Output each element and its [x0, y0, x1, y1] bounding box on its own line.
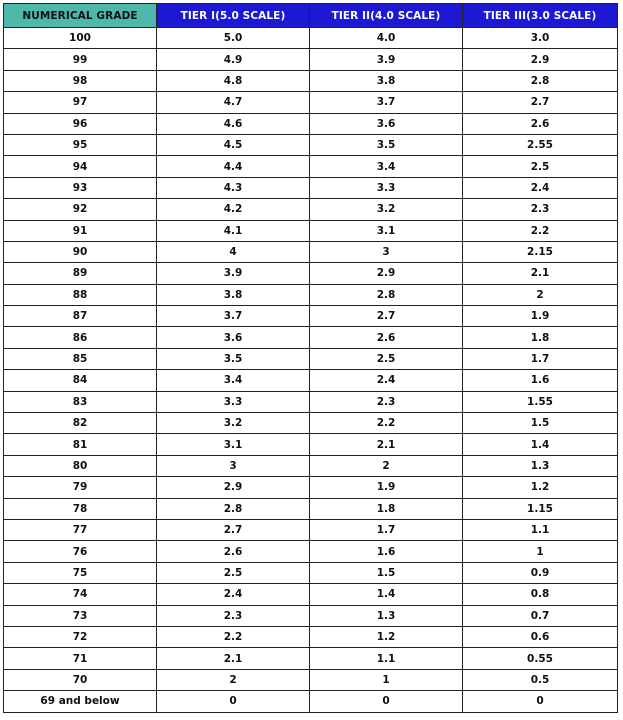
- table-row: [4, 284, 618, 305]
- cell-numerical-grade: 82: [4, 413, 157, 434]
- cell-tier-1: 3.3: [157, 391, 310, 412]
- table-row: [4, 156, 618, 177]
- cell-tier-3: 1.5: [463, 413, 618, 434]
- cell-tier-3: 2.55: [463, 134, 618, 155]
- cell-tier-2: 3.7: [310, 92, 463, 113]
- header-tier-2: TIER II(4.0 SCALE): [310, 4, 463, 28]
- cell-numerical-grade: 77: [4, 519, 157, 540]
- table-row: [4, 455, 618, 476]
- cell-numerical-grade: 99: [4, 49, 157, 70]
- cell-tier-2: 3.1: [310, 220, 463, 241]
- cell-numerical-grade: 74: [4, 584, 157, 605]
- cell-tier-1: 2.4: [157, 584, 310, 605]
- cell-tier-1: 4.6: [157, 113, 310, 134]
- cell-tier-2: 1.6: [310, 541, 463, 562]
- cell-numerical-grade: 72: [4, 626, 157, 647]
- table-row: [4, 498, 618, 519]
- cell-tier-3: 3.0: [463, 28, 618, 49]
- cell-tier-3: 0.9: [463, 562, 618, 583]
- cell-tier-1: 3.9: [157, 263, 310, 284]
- table-row: [4, 113, 618, 134]
- table-row: [4, 541, 618, 562]
- cell-tier-3: 0.8: [463, 584, 618, 605]
- table-row: [4, 348, 618, 369]
- cell-tier-3: 2.4: [463, 177, 618, 198]
- table-row: [4, 691, 618, 712]
- cell-tier-3: 1: [463, 541, 618, 562]
- cell-numerical-grade: 98: [4, 70, 157, 91]
- cell-tier-2: 3.9: [310, 49, 463, 70]
- table-row: [4, 220, 618, 241]
- cell-tier-1: 2.1: [157, 648, 310, 669]
- cell-tier-1: 3.6: [157, 327, 310, 348]
- cell-numerical-grade: 73: [4, 605, 157, 626]
- cell-tier-3: 2.2: [463, 220, 618, 241]
- cell-numerical-grade: 88: [4, 284, 157, 305]
- table-row: [4, 391, 618, 412]
- cell-numerical-grade: 90: [4, 241, 157, 262]
- cell-tier-2: 3.3: [310, 177, 463, 198]
- table-row: [4, 477, 618, 498]
- cell-tier-3: 1.3: [463, 455, 618, 476]
- cell-tier-3: 2.9: [463, 49, 618, 70]
- table-body: [4, 28, 618, 713]
- cell-tier-1: 0: [157, 691, 310, 712]
- table-row: [4, 306, 618, 327]
- cell-numerical-grade: 92: [4, 199, 157, 220]
- cell-tier-3: 1.55: [463, 391, 618, 412]
- table-row: [4, 605, 618, 626]
- cell-numerical-grade: 93: [4, 177, 157, 198]
- cell-tier-2: 2.2: [310, 413, 463, 434]
- cell-tier-2: 1.3: [310, 605, 463, 626]
- table-row: [4, 648, 618, 669]
- cell-tier-2: 1.9: [310, 477, 463, 498]
- cell-tier-3: 1.8: [463, 327, 618, 348]
- cell-tier-3: 2: [463, 284, 618, 305]
- cell-tier-3: 2.15: [463, 241, 618, 262]
- cell-tier-2: 2.3: [310, 391, 463, 412]
- table-row: [4, 413, 618, 434]
- cell-tier-1: 2.9: [157, 477, 310, 498]
- cell-tier-1: 4.4: [157, 156, 310, 177]
- cell-tier-3: 2.8: [463, 70, 618, 91]
- cell-numerical-grade: 70: [4, 669, 157, 690]
- cell-tier-1: 2.2: [157, 626, 310, 647]
- table-row: [4, 434, 618, 455]
- cell-numerical-grade: 84: [4, 370, 157, 391]
- cell-tier-1: 2.3: [157, 605, 310, 626]
- cell-tier-2: 1.5: [310, 562, 463, 583]
- cell-numerical-grade: 81: [4, 434, 157, 455]
- cell-tier-1: 3.1: [157, 434, 310, 455]
- cell-tier-3: 1.1: [463, 519, 618, 540]
- cell-tier-1: 4.5: [157, 134, 310, 155]
- header-numerical-grade: NUMERICAL GRADE: [4, 4, 157, 28]
- table-row: [4, 327, 618, 348]
- table-row: [4, 241, 618, 262]
- cell-tier-2: 2.9: [310, 263, 463, 284]
- table-row: [4, 263, 618, 284]
- cell-tier-2: 3.5: [310, 134, 463, 155]
- cell-tier-3: 2.1: [463, 263, 618, 284]
- table-row: [4, 177, 618, 198]
- cell-tier-1: 2.6: [157, 541, 310, 562]
- table-row: [4, 626, 618, 647]
- cell-tier-1: 3.2: [157, 413, 310, 434]
- cell-numerical-grade: 100: [4, 28, 157, 49]
- cell-tier-3: 1.6: [463, 370, 618, 391]
- cell-tier-1: 3: [157, 455, 310, 476]
- cell-tier-3: 0.6: [463, 626, 618, 647]
- cell-numerical-grade: 85: [4, 348, 157, 369]
- cell-tier-2: 3.6: [310, 113, 463, 134]
- table-row: [4, 199, 618, 220]
- cell-numerical-grade: 89: [4, 263, 157, 284]
- cell-numerical-grade: 79: [4, 477, 157, 498]
- cell-tier-3: 2.6: [463, 113, 618, 134]
- cell-tier-1: 4.8: [157, 70, 310, 91]
- cell-tier-3: 2.5: [463, 156, 618, 177]
- cell-tier-2: 1.8: [310, 498, 463, 519]
- cell-numerical-grade: 69 and below: [4, 691, 157, 712]
- cell-tier-2: 2.7: [310, 306, 463, 327]
- cell-tier-1: 2.7: [157, 519, 310, 540]
- cell-numerical-grade: 97: [4, 92, 157, 113]
- cell-tier-2: 2.8: [310, 284, 463, 305]
- cell-numerical-grade: 76: [4, 541, 157, 562]
- cell-tier-2: 2.5: [310, 348, 463, 369]
- cell-tier-2: 3: [310, 241, 463, 262]
- cell-tier-1: 3.5: [157, 348, 310, 369]
- table-row: [4, 584, 618, 605]
- grade-conversion-table: [3, 3, 618, 713]
- cell-tier-1: 2.8: [157, 498, 310, 519]
- cell-tier-2: 1.4: [310, 584, 463, 605]
- cell-numerical-grade: 96: [4, 113, 157, 134]
- grade-table-container: [3, 3, 618, 713]
- cell-tier-2: 2.4: [310, 370, 463, 391]
- cell-tier-3: 1.9: [463, 306, 618, 327]
- cell-tier-3: 1.15: [463, 498, 618, 519]
- header-row: [4, 4, 618, 28]
- cell-numerical-grade: 80: [4, 455, 157, 476]
- cell-tier-2: 4.0: [310, 28, 463, 49]
- cell-tier-3: 0.5: [463, 669, 618, 690]
- cell-tier-2: 1.2: [310, 626, 463, 647]
- cell-tier-3: 2.3: [463, 199, 618, 220]
- cell-numerical-grade: 71: [4, 648, 157, 669]
- cell-tier-3: 1.2: [463, 477, 618, 498]
- header-tier-3: TIER III(3.0 SCALE): [463, 4, 618, 28]
- table-row: [4, 370, 618, 391]
- table-row: [4, 519, 618, 540]
- cell-numerical-grade: 83: [4, 391, 157, 412]
- cell-tier-2: 3.2: [310, 199, 463, 220]
- cell-numerical-grade: 86: [4, 327, 157, 348]
- header-tier-1: TIER I(5.0 SCALE): [157, 4, 310, 28]
- cell-tier-2: 1.1: [310, 648, 463, 669]
- cell-tier-2: 2: [310, 455, 463, 476]
- cell-numerical-grade: 75: [4, 562, 157, 583]
- cell-tier-2: 3.4: [310, 156, 463, 177]
- cell-tier-1: 3.4: [157, 370, 310, 391]
- cell-tier-3: 1.4: [463, 434, 618, 455]
- cell-numerical-grade: 91: [4, 220, 157, 241]
- cell-tier-1: 4: [157, 241, 310, 262]
- cell-numerical-grade: 94: [4, 156, 157, 177]
- cell-tier-1: 5.0: [157, 28, 310, 49]
- cell-tier-1: 4.2: [157, 199, 310, 220]
- cell-numerical-grade: 78: [4, 498, 157, 519]
- cell-tier-2: 1.7: [310, 519, 463, 540]
- table-row: [4, 134, 618, 155]
- table-row: [4, 92, 618, 113]
- table-row: [4, 28, 618, 49]
- cell-tier-3: 0.7: [463, 605, 618, 626]
- cell-tier-3: 0: [463, 691, 618, 712]
- cell-numerical-grade: 87: [4, 306, 157, 327]
- cell-tier-1: 3.8: [157, 284, 310, 305]
- table-row: [4, 669, 618, 690]
- cell-tier-2: 2.6: [310, 327, 463, 348]
- cell-tier-2: 1: [310, 669, 463, 690]
- cell-numerical-grade: 95: [4, 134, 157, 155]
- cell-tier-1: 4.1: [157, 220, 310, 241]
- cell-tier-2: 0: [310, 691, 463, 712]
- table-row: [4, 70, 618, 91]
- cell-tier-2: 2.1: [310, 434, 463, 455]
- cell-tier-3: 1.7: [463, 348, 618, 369]
- cell-tier-1: 2: [157, 669, 310, 690]
- table-row: [4, 562, 618, 583]
- cell-tier-3: 0.55: [463, 648, 618, 669]
- table-row: [4, 49, 618, 70]
- cell-tier-1: 2.5: [157, 562, 310, 583]
- cell-tier-2: 3.8: [310, 70, 463, 91]
- cell-tier-3: 2.7: [463, 92, 618, 113]
- cell-tier-1: 3.7: [157, 306, 310, 327]
- cell-tier-1: 4.7: [157, 92, 310, 113]
- cell-tier-1: 4.9: [157, 49, 310, 70]
- cell-tier-1: 4.3: [157, 177, 310, 198]
